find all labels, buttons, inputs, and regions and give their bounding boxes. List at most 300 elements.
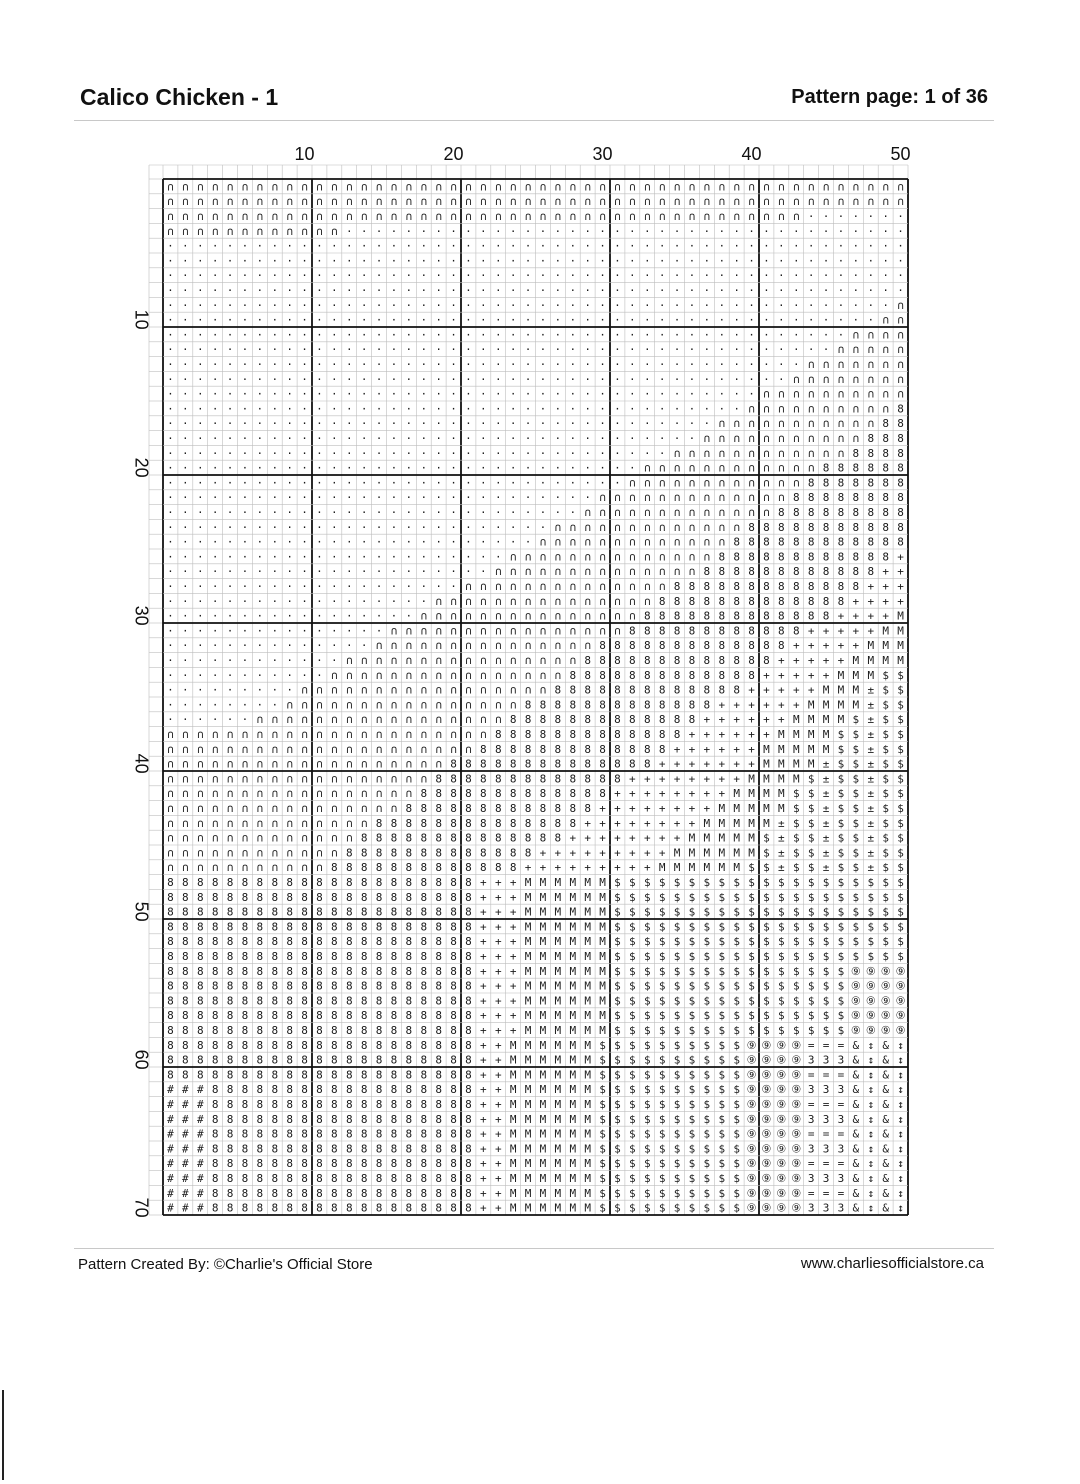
pattern-cell: 8: [480, 802, 487, 815]
pattern-cell: ∩: [242, 758, 249, 771]
pattern-cell: ·: [555, 358, 562, 371]
pattern-cell: 8: [257, 1068, 264, 1081]
pattern-cell: ·: [242, 269, 249, 282]
pattern-cell: ·: [286, 402, 293, 415]
pattern-cell: ∩: [763, 462, 770, 475]
pattern-cell: $: [763, 920, 770, 933]
pattern-cell: ·: [540, 373, 547, 386]
pattern-cell: ·: [346, 328, 353, 341]
pattern-cell: ·: [242, 506, 249, 519]
pattern-cell: ·: [242, 565, 249, 578]
pattern-cell: 8: [450, 1113, 457, 1126]
pattern-cell: ·: [420, 565, 427, 578]
pattern-cell: +: [584, 817, 591, 830]
pattern-cell: ±: [867, 787, 874, 800]
pattern-cell: 8: [331, 1039, 338, 1052]
pattern-cell: M: [555, 1142, 562, 1155]
pattern-cell: ·: [242, 328, 249, 341]
pattern-cell: 8: [286, 891, 293, 904]
pattern-cell: &: [882, 1157, 889, 1170]
pattern-cell: ·: [614, 402, 621, 415]
pattern-cell: ·: [689, 299, 696, 312]
pattern-cell: $: [629, 1113, 636, 1126]
pattern-cell: $: [853, 935, 860, 948]
pattern-cell: ∩: [525, 550, 532, 563]
pattern-cell: ∩: [420, 684, 427, 697]
pattern-cell: ∩: [569, 639, 576, 652]
pattern-cell: ∩: [406, 639, 413, 652]
pattern-cell: M: [555, 1083, 562, 1096]
pattern-cell: $: [718, 935, 725, 948]
pattern-cell: 8: [808, 521, 815, 534]
pattern-cell: ∩: [838, 358, 845, 371]
pattern-cell: M: [733, 832, 740, 845]
pattern-cell: ·: [301, 580, 308, 593]
pattern-cell: +: [808, 684, 815, 697]
pattern-cell: =: [808, 1039, 815, 1052]
pattern-cell: ·: [480, 476, 487, 489]
pattern-cell: ∩: [569, 210, 576, 223]
pattern-cell: ·: [406, 328, 413, 341]
pattern-cell: ∩: [629, 610, 636, 623]
pattern-cell: ∩: [867, 402, 874, 415]
pattern-cell: ∩: [510, 210, 517, 223]
pattern-cell: 8: [286, 994, 293, 1007]
pattern-cell: ∩: [674, 180, 681, 193]
pattern-cell: ·: [271, 595, 278, 608]
pattern-cell: 8: [480, 772, 487, 785]
pattern-cell: ·: [569, 417, 576, 430]
pattern-cell: ∩: [629, 595, 636, 608]
pattern-cell: $: [659, 980, 666, 993]
pattern-cell: +: [733, 743, 740, 756]
pattern-cell: ·: [435, 580, 442, 593]
pattern-cell: M: [793, 758, 800, 771]
pattern-cell: ∩: [748, 180, 755, 193]
pattern-cell: ∩: [569, 180, 576, 193]
pattern-cell: ∩: [376, 639, 383, 652]
pattern-cell: 8: [435, 1202, 442, 1215]
pattern-cell: M: [584, 980, 591, 993]
pattern-cell: &: [853, 1083, 860, 1096]
pattern-cell: $: [748, 920, 755, 933]
pattern-cell: 8: [227, 1187, 234, 1200]
pattern-cell: ·: [391, 565, 398, 578]
pattern-cell: ∩: [257, 728, 264, 741]
pattern-cell: ∩: [778, 447, 785, 460]
pattern-cell: 8: [376, 1024, 383, 1037]
pattern-cell: ·: [197, 476, 204, 489]
pattern-cell: M: [510, 1098, 517, 1111]
pattern-cell: +: [897, 595, 904, 608]
pattern-cell: +: [480, 1128, 487, 1141]
pattern-cell: ·: [257, 536, 264, 549]
pattern-cell: ·: [867, 210, 874, 223]
pattern-cell: ·: [465, 432, 472, 445]
pattern-cell: +: [704, 787, 711, 800]
pattern-cell: ∩: [599, 595, 606, 608]
pattern-cell: 8: [331, 1202, 338, 1215]
pattern-cell: ∩: [227, 758, 234, 771]
pattern-cell: ·: [480, 299, 487, 312]
pattern-cell: M: [584, 1187, 591, 1200]
pattern-cell: ·: [406, 284, 413, 297]
pattern-cell: ·: [346, 299, 353, 312]
pattern-cell: ·: [212, 284, 219, 297]
pattern-cell: ·: [733, 343, 740, 356]
pattern-cell: 8: [406, 1142, 413, 1155]
pattern-cell: ∩: [301, 180, 308, 193]
pattern-cell: $: [733, 1009, 740, 1022]
pattern-cell: ·: [420, 240, 427, 253]
pattern-cell: ∩: [525, 669, 532, 682]
pattern-cell: #: [167, 1172, 174, 1185]
pattern-cell: $: [793, 935, 800, 948]
pattern-cell: 8: [555, 817, 562, 830]
pattern-cell: 8: [271, 1172, 278, 1185]
pattern-cell: $: [808, 935, 815, 948]
pattern-cell: ·: [748, 314, 755, 327]
pattern-cell: +: [480, 876, 487, 889]
pattern-cell: ·: [197, 624, 204, 637]
pattern-cell: $: [718, 1187, 725, 1200]
pattern-cell: ∩: [540, 624, 547, 637]
pattern-cell: ·: [435, 476, 442, 489]
pattern-cell: ·: [480, 565, 487, 578]
pattern-cell: ∩: [629, 506, 636, 519]
pattern-cell: +: [763, 713, 770, 726]
pattern-cell: 8: [212, 1068, 219, 1081]
pattern-cell: ∩: [182, 787, 189, 800]
pattern-cell: ∩: [525, 639, 532, 652]
pattern-cell: 8: [406, 1157, 413, 1170]
pattern-cell: 8: [704, 654, 711, 667]
pattern-cell: +: [659, 817, 666, 830]
pattern-cell: ·: [599, 314, 606, 327]
pattern-cell: ·: [450, 225, 457, 238]
pattern-cell: ·: [450, 550, 457, 563]
pattern-cell: 8: [510, 787, 517, 800]
pattern-cell: #: [197, 1187, 204, 1200]
pattern-cell: +: [659, 802, 666, 815]
pattern-cell: ·: [435, 328, 442, 341]
pattern-cell: ·: [897, 284, 904, 297]
pattern-cell: ·: [212, 610, 219, 623]
pattern-cell: $: [808, 906, 815, 919]
pattern-cell: ·: [629, 269, 636, 282]
pattern-cell: ·: [838, 225, 845, 238]
pattern-cell: 8: [242, 891, 249, 904]
pattern-cell: 8: [346, 876, 353, 889]
pattern-cell: ∩: [778, 432, 785, 445]
pattern-cell: 8: [838, 565, 845, 578]
pattern-cell: M: [525, 965, 532, 978]
pattern-cell: ·: [182, 521, 189, 534]
pattern-cell: M: [718, 817, 725, 830]
pattern-cell: #: [197, 1202, 204, 1215]
pattern-cell: $: [629, 1054, 636, 1067]
pattern-cell: 8: [450, 787, 457, 800]
pattern-cell: M: [525, 1142, 532, 1155]
pattern-cell: 8: [391, 1039, 398, 1052]
pattern-cell: ·: [704, 299, 711, 312]
pattern-cell: ·: [704, 284, 711, 297]
pattern-cell: ·: [361, 550, 368, 563]
pattern-cell: ∩: [853, 402, 860, 415]
pattern-cell: 8: [599, 639, 606, 652]
pattern-cell: +: [718, 743, 725, 756]
pattern-cell: +: [793, 654, 800, 667]
pattern-cell: M: [882, 639, 889, 652]
pattern-cell: ·: [301, 402, 308, 415]
pattern-cell: M: [569, 906, 576, 919]
y-tick-label: 60: [131, 1050, 151, 1070]
pattern-cell: ∩: [540, 565, 547, 578]
pattern-cell: ⑨: [762, 1157, 772, 1170]
pattern-cell: M: [540, 1202, 547, 1215]
pattern-cell: ·: [465, 565, 472, 578]
pattern-cell: ∩: [540, 610, 547, 623]
pattern-cell: 8: [882, 506, 889, 519]
pattern-cell: +: [495, 1009, 502, 1022]
pattern-cell: ∩: [510, 698, 517, 711]
pattern-cell: 8: [793, 536, 800, 549]
pattern-cell: ·: [301, 343, 308, 356]
pattern-cell: ∩: [242, 210, 249, 223]
pattern-cell: ∩: [346, 684, 353, 697]
pattern-cell: ·: [480, 506, 487, 519]
pattern-cell: $: [689, 1083, 696, 1096]
pattern-cell: +: [644, 861, 651, 874]
pattern-cell: ·: [182, 373, 189, 386]
pattern-cell: 8: [569, 698, 576, 711]
pattern-cell: 8: [897, 491, 904, 504]
pattern-cell: ∩: [465, 610, 472, 623]
pattern-cell: 8: [778, 521, 785, 534]
pattern-cell: ·: [793, 328, 800, 341]
pattern-cell: $: [823, 965, 830, 978]
pattern-cell: ·: [391, 314, 398, 327]
pattern-cell: ∩: [510, 550, 517, 563]
pattern-cell: 8: [182, 1009, 189, 1022]
pattern-cell: ·: [465, 225, 472, 238]
pattern-cell: ·: [316, 447, 323, 460]
pattern-cell: 8: [867, 536, 874, 549]
pattern-cell: 8: [823, 491, 830, 504]
pattern-cell: ·: [361, 491, 368, 504]
pattern-cell: M: [540, 1054, 547, 1067]
pattern-cell: 8: [525, 846, 532, 859]
pattern-cell: ·: [569, 314, 576, 327]
pattern-cell: #: [167, 1083, 174, 1096]
pattern-cell: 8: [182, 950, 189, 963]
pattern-cell: 8: [465, 817, 472, 830]
pattern-cell: 8: [391, 861, 398, 874]
pattern-cell: 8: [793, 610, 800, 623]
pattern-cell: M: [778, 758, 785, 771]
pattern-cell: &: [882, 1068, 889, 1081]
pattern-cell: 8: [540, 832, 547, 845]
pattern-cell: ·: [778, 373, 785, 386]
pattern-cell: ·: [420, 447, 427, 460]
pattern-cell: ·: [540, 225, 547, 238]
pattern-cell: 8: [346, 1083, 353, 1096]
pattern-cell: ·: [525, 314, 532, 327]
pattern-cell: 8: [376, 1142, 383, 1155]
y-tick-label: 70: [131, 1198, 151, 1218]
pattern-cell: ·: [659, 269, 666, 282]
pattern-cell: 8: [406, 817, 413, 830]
pattern-cell: 8: [450, 758, 457, 771]
pattern-cell: $: [629, 1083, 636, 1096]
pattern-cell: 3: [808, 1202, 815, 1215]
pattern-cell: ·: [212, 462, 219, 475]
pattern-cell: +: [823, 669, 830, 682]
pattern-cell: ·: [599, 417, 606, 430]
pattern-cell: 8: [510, 861, 517, 874]
pattern-cell: $: [823, 935, 830, 948]
pattern-cell: ·: [584, 447, 591, 460]
pattern-cell: $: [748, 994, 755, 1007]
pattern-cell: 8: [674, 698, 681, 711]
pattern-cell: +: [480, 1187, 487, 1200]
pattern-cell: 8: [376, 1054, 383, 1067]
pattern-cell: ·: [674, 373, 681, 386]
pattern-cell: 8: [465, 1187, 472, 1200]
pattern-cell: 8: [242, 906, 249, 919]
pattern-cell: ·: [301, 610, 308, 623]
pattern-cell: ·: [435, 254, 442, 267]
pattern-cell: ·: [331, 432, 338, 445]
pattern-cell: ↕: [867, 1113, 874, 1126]
pattern-cell: 8: [778, 580, 785, 593]
pattern-cell: $: [853, 728, 860, 741]
pattern-cell: $: [838, 743, 845, 756]
pattern-cell: 8: [465, 802, 472, 815]
pattern-cell: ∩: [301, 698, 308, 711]
pattern-cell: 8: [882, 536, 889, 549]
y-tick-label: 40: [131, 754, 151, 774]
pattern-cell: 8: [614, 713, 621, 726]
pattern-cell: ∩: [286, 195, 293, 208]
pattern-cell: 8: [316, 1157, 323, 1170]
pattern-cell: +: [480, 906, 487, 919]
pattern-cell: 8: [391, 1142, 398, 1155]
pattern-cell: 8: [555, 758, 562, 771]
pattern-cell: ·: [286, 639, 293, 652]
pattern-cell: 8: [808, 550, 815, 563]
pattern-cell: ·: [257, 343, 264, 356]
pattern-cell: 8: [435, 1039, 442, 1052]
pattern-cell: 8: [704, 698, 711, 711]
pattern-cell: ∩: [495, 684, 502, 697]
pattern-cell: ∩: [435, 684, 442, 697]
pattern-cell: $: [644, 876, 651, 889]
pattern-cell: ·: [391, 254, 398, 267]
pattern-cell: 8: [420, 846, 427, 859]
pattern-cell: ·: [704, 388, 711, 401]
pattern-cell: M: [584, 1113, 591, 1126]
pattern-cell: 8: [465, 1113, 472, 1126]
pattern-cell: ·: [316, 373, 323, 386]
pattern-cell: $: [644, 994, 651, 1007]
pattern-cell: $: [808, 787, 815, 800]
pattern-cell: ·: [555, 254, 562, 267]
pattern-cell: ·: [718, 299, 725, 312]
pattern-cell: ·: [465, 462, 472, 475]
pattern-cell: ·: [301, 432, 308, 445]
pattern-cell: 8: [227, 1098, 234, 1111]
pattern-cell: 8: [704, 684, 711, 697]
pattern-cell: ·: [227, 610, 234, 623]
pattern-cell: +: [510, 920, 517, 933]
pattern-cell: ·: [242, 521, 249, 534]
pattern-cell: $: [674, 1202, 681, 1215]
pattern-cell: ·: [361, 624, 368, 637]
pattern-cell: ⑨: [762, 1113, 772, 1126]
pattern-cell: ·: [480, 254, 487, 267]
pattern-cell: ·: [614, 284, 621, 297]
pattern-cell: ∩: [227, 832, 234, 845]
pattern-cell: 8: [331, 1054, 338, 1067]
pattern-cell: #: [167, 1202, 174, 1215]
pattern-cell: M: [808, 758, 815, 771]
pattern-cell: ·: [882, 240, 889, 253]
pattern-cell: ·: [704, 240, 711, 253]
pattern-cell: $: [599, 1157, 606, 1170]
pattern-cell: 8: [242, 1039, 249, 1052]
pattern-cell: ∩: [733, 506, 740, 519]
pattern-cell: 8: [808, 610, 815, 623]
pattern-cell: ∩: [584, 610, 591, 623]
pattern-cell: ·: [242, 624, 249, 637]
pattern-cell: ·: [376, 610, 383, 623]
pattern-cell: ·: [838, 299, 845, 312]
pattern-cell: M: [525, 950, 532, 963]
pattern-cell: ·: [167, 462, 174, 475]
pattern-cell: ·: [316, 388, 323, 401]
pattern-cell: ∩: [704, 210, 711, 223]
pattern-cell: ∩: [569, 521, 576, 534]
pattern-cell: ∩: [420, 728, 427, 741]
pattern-cell: ·: [301, 417, 308, 430]
pattern-cell: ·: [257, 698, 264, 711]
pattern-cell: +: [704, 772, 711, 785]
pattern-cell: 8: [465, 1098, 472, 1111]
pattern-cell: ·: [271, 284, 278, 297]
pattern-cell: ·: [406, 550, 413, 563]
pattern-cell: ·: [629, 284, 636, 297]
pattern-cell: ∩: [257, 713, 264, 726]
pattern-cell: 8: [361, 1157, 368, 1170]
pattern-cell: ∩: [584, 521, 591, 534]
pattern-cell: ·: [674, 343, 681, 356]
pattern-cell: ∩: [480, 654, 487, 667]
pattern-cell: $: [778, 965, 785, 978]
pattern-cell: ·: [450, 358, 457, 371]
pattern-cell: 8: [182, 1024, 189, 1037]
pattern-cell: $: [853, 758, 860, 771]
pattern-cell: ·: [644, 299, 651, 312]
pattern-cell: 3: [823, 1054, 830, 1067]
pattern-cell: ∩: [450, 698, 457, 711]
pattern-cell: ∩: [569, 565, 576, 578]
pattern-cell: ∩: [748, 447, 755, 460]
pattern-cell: +: [793, 639, 800, 652]
pattern-cell: ·: [748, 299, 755, 312]
pattern-cell: ·: [555, 476, 562, 489]
pattern-cell: ·: [510, 462, 517, 475]
